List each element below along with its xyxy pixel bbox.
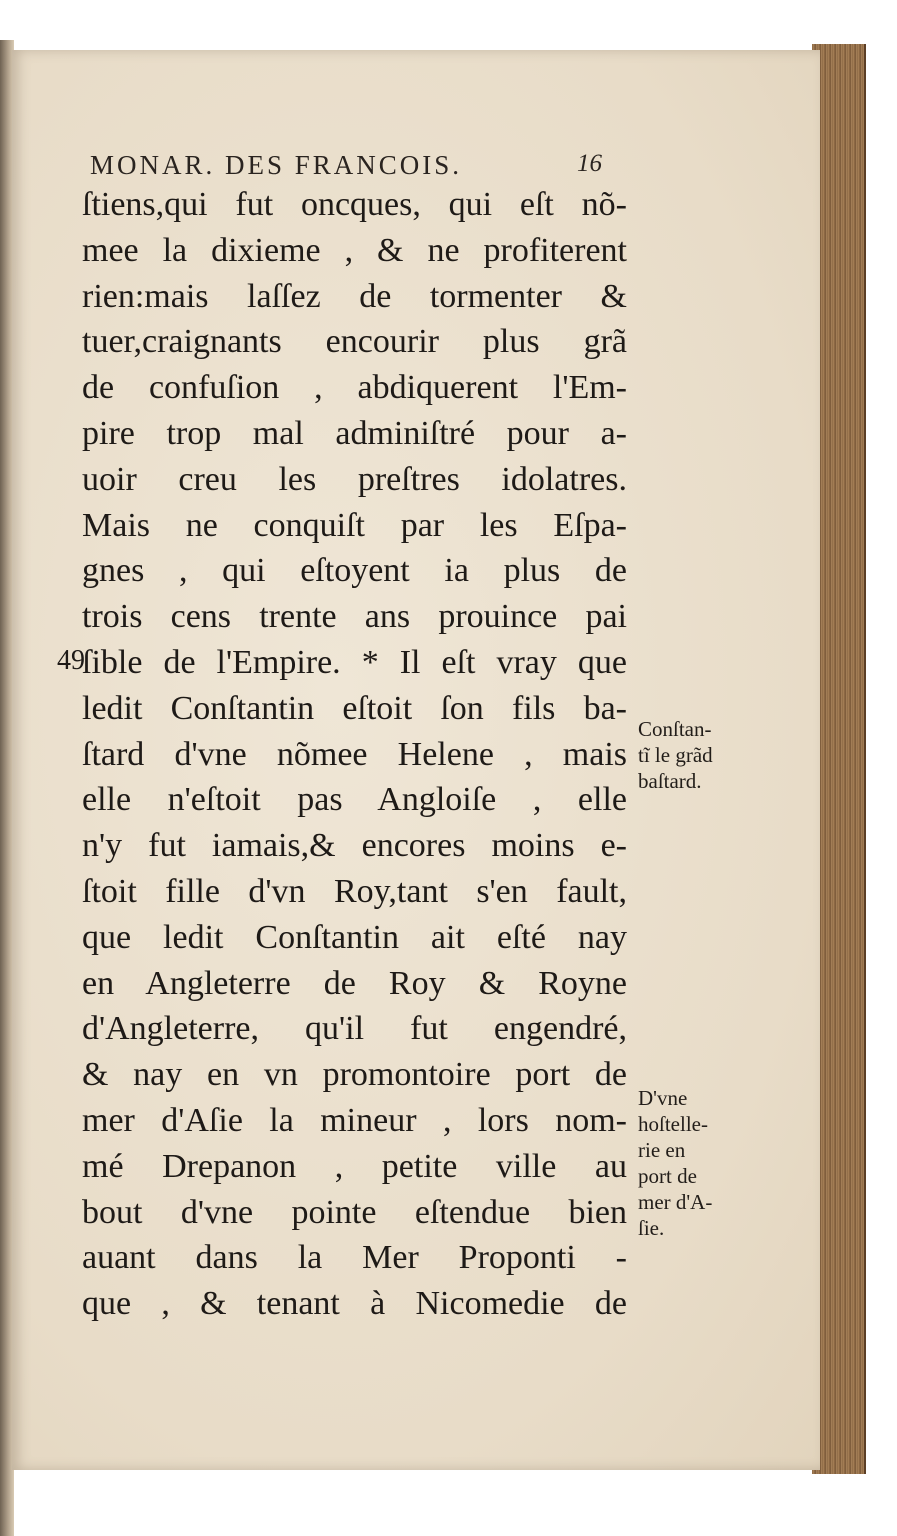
folio-number: 16 xyxy=(577,150,602,177)
margin-number: 49 xyxy=(57,645,85,676)
text-line: rien:mais laſſez de tormenter & xyxy=(82,277,627,315)
book-page xyxy=(12,50,820,1470)
text-line: gnes , qui eſtoyent ia plus de xyxy=(82,552,627,590)
text-line: en Angleterre de Roy & Royne xyxy=(82,964,627,1002)
margin-note-line: hoſtelle- xyxy=(638,1112,708,1136)
text-line: ſtiens,qui fut oncques, qui eſt nõ- xyxy=(82,186,627,223)
text-line: n'y fut iamais,& encores moins e- xyxy=(82,827,627,865)
text-line: bout d'vne pointe eſtendue bien xyxy=(82,1193,627,1231)
margin-note-line: ſie. xyxy=(638,1216,665,1240)
text-line: que ledit Conſtantin ait eſté nay xyxy=(82,918,627,956)
text-line: ſtoit fille d'vn Roy,tant s'en fault, xyxy=(82,872,627,910)
text-line: Mais ne conquiſt par les Eſpa- xyxy=(82,506,627,544)
text-line: mé Drepanon , petite ville au xyxy=(82,1147,627,1185)
text-line: de confuſion , abdiquerent l'Em- xyxy=(82,369,627,407)
text-line: trois cens trente ans prouince pai xyxy=(82,598,627,636)
margin-note-line: port de xyxy=(638,1164,697,1188)
text-line: & nay en vn promontoire port de xyxy=(82,1056,627,1094)
margin-note-line: Conſtan- xyxy=(638,717,712,741)
margin-note-line: baſtard. xyxy=(638,769,702,793)
margin-note-hostellerie xyxy=(638,1085,758,1241)
text-line: ſtard d'vne nõmee Helene , mais xyxy=(82,735,627,773)
margin-note-line: mer d'A- xyxy=(638,1190,713,1214)
text-line: auant dans la Mer Proponti - xyxy=(82,1239,627,1277)
text-line: d'Angleterre, qu'il fut engendré, xyxy=(82,1010,627,1048)
text-line: que , & tenant à Nicomedie de xyxy=(82,1285,627,1323)
body-text xyxy=(82,182,627,1327)
text-line: uoir creu les preſtres idolatres. xyxy=(82,460,627,498)
text-line: mee la dixieme , & ne profiterent xyxy=(82,231,627,269)
page-fore-edge xyxy=(812,44,866,1474)
text-line: elle n'eſtoit pas Angloiſe , elle xyxy=(82,781,627,819)
margin-note-line: D'vne xyxy=(638,1086,688,1110)
margin-note-line: tĩ le grãd xyxy=(638,743,713,767)
margin-note-line: rie en xyxy=(638,1138,686,1162)
text-line: ledit Conſtantin eſtoit ſon fils ba- xyxy=(82,689,627,727)
running-title: MONAR. DES FRANCOIS. xyxy=(90,150,463,180)
text-line: pire trop mal adminiſtré pour a- xyxy=(82,414,627,452)
text-line: tuer,craignants encourir plus grã xyxy=(82,323,627,361)
margin-note-constantin xyxy=(638,716,758,794)
text-line: ſible de l'Empire. * Il eſt vray que xyxy=(82,643,627,681)
text-line: mer d'Aſie la mineur , lors nom- xyxy=(82,1101,627,1139)
